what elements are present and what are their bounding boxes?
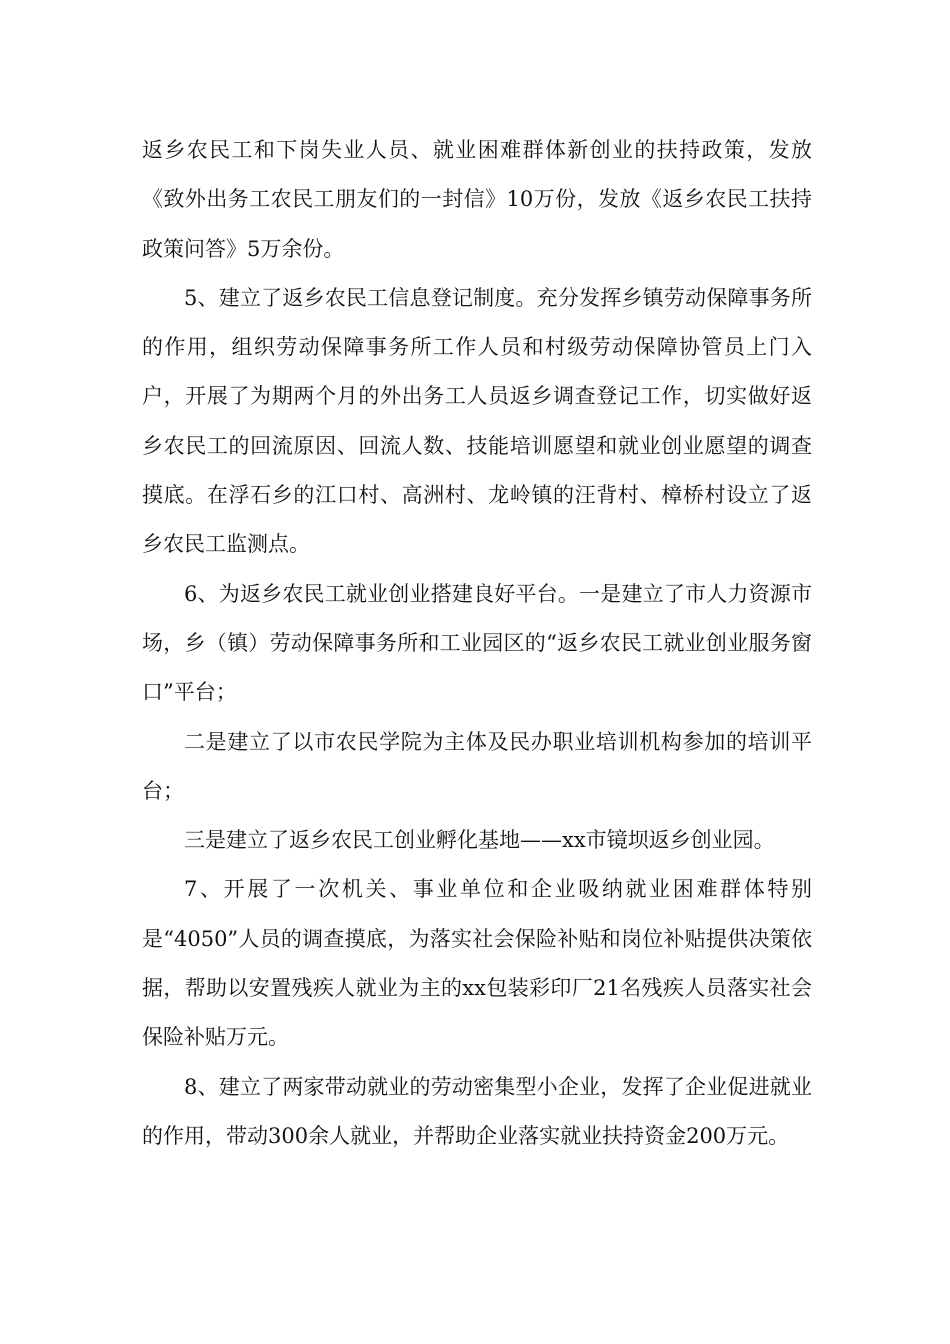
paragraph-item-6: 6、为返乡农民工就业创业搭建良好平台。一是建立了市人力资源市场，乡（镇）劳动保障事务所和工业园区的“返乡农民工就业创业服务窗口”平台； (142, 581, 812, 705)
paragraph-item-5: 5、建立了返乡农民工信息登记制度。充分发挥乡镇劳动保障事务所的作用，组织劳动保障事务所工作人员和村级劳动保障协管员上门入户，开展了为期两个月的外出务工人员返乡调查登记工作，切实做好返乡农民工的回流原因、回流人数、技能培训愿望和就业创业愿望的调查摸底。在浮石乡的江口村、高洲村、龙岭镇的汪背村、樟桥村设立了返乡农民工监测点。 (142, 285, 812, 557)
paragraph-item-6-platform-3: 三是建立了返乡农民工创业孵化基地——xx市镜坝返乡创业园。 (184, 828, 775, 853)
document-body (142, 126, 812, 1161)
paragraph-item-7: 7、开展了一次机关、事业单位和企业吸纳就业困难群体特别是“4050”人员的调查摸底，为落实社会保险补贴和岗位补贴提供决策依据，帮助以安置残疾人就业为主的xx包装彩印厂21名残疾人员落实社会保险补贴万元。 (142, 877, 812, 1050)
paragraph-item-8: 8、建立了两家带动就业的劳动密集型小企业，发挥了企业促进就业的作用，带动300余人就业，并帮助企业落实就业扶持资金200万元。 (142, 1074, 812, 1148)
paragraph-item-6-platform-2: 二是建立了以市农民学院为主体及民办职业培训机构参加的培训平台； (142, 729, 812, 803)
paragraph-policy-continuation: 返乡农民工和下岗失业人员、就业困难群体新创业的扶持政策，发放《致外出务工农民工朋友们的一封信》10万份，发放《返乡农民工扶持政策问答》5万余份。 (142, 138, 812, 261)
